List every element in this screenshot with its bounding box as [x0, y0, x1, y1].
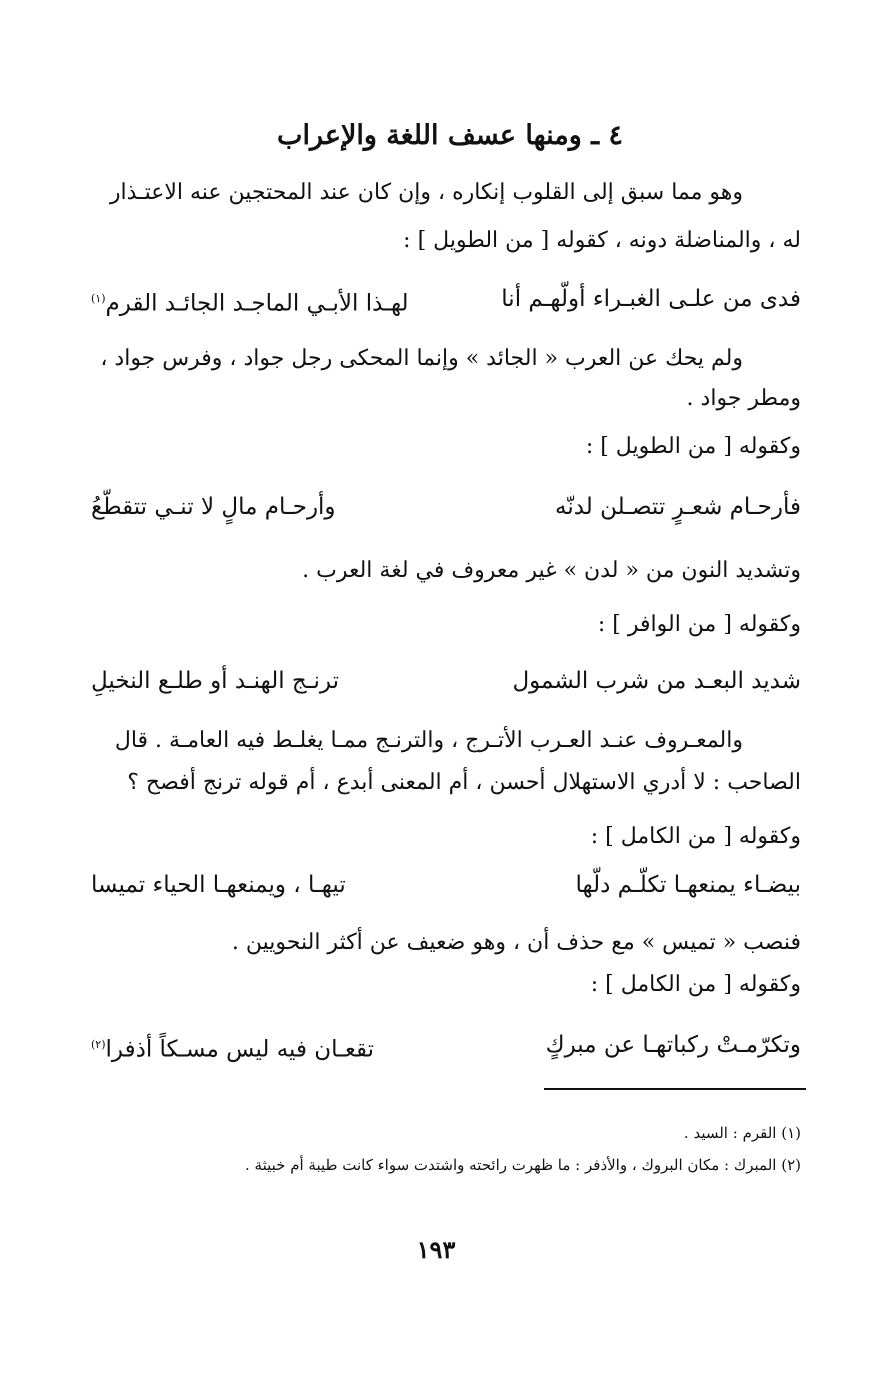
verse-second-hemistich: تقعـان فيه ليس مسـكاً أذفرا [105, 1036, 375, 1063]
paragraph-line: له ، والمناضلة دونه ، كقوله [ من الطويل ] : [403, 228, 801, 253]
paragraph-line: وكقوله [ من الوافر ] : [597, 612, 801, 637]
verse-first-hemistich: بيضـاء يمنعهـا تكلّـم دلّها [575, 872, 801, 898]
paragraph-line: الصاحب : لا أدري الاستهلال أحسن ، أم المعنى أبدع ، أم قوله ترنج أفصح ؟ [127, 770, 801, 795]
verse-second-hemistich: وأرحـام مالٍ لا تنـي تتقطّعُ [91, 494, 336, 520]
verse-first-hemistich: فدى من علـى الغبـراء أولّهـم أنا [501, 286, 801, 312]
footnote-divider [544, 1088, 806, 1090]
footnote-ref: (٢) [91, 1038, 106, 1051]
paragraph-line: والمعـروف عنـد العـرب الأتـرج ، والترنـج ممـا يغلـط فيه العامـة . قال [114, 728, 743, 753]
paragraph-line: ومطر جواد . [686, 386, 801, 411]
paragraph-line: وكقوله [ من الطويل ] : [585, 434, 801, 459]
footnote-ref: (١) [91, 292, 106, 305]
verse-first-hemistich: وتكرّمـتْ ركباتهـا عن مبركٍ [545, 1032, 801, 1058]
paragraph-line: فنصب « تميس » مع حذف أن ، وهو ضعيف عن أكثر النحويين . [231, 930, 801, 955]
paragraph-line: وتشديد النون من « لدن » غير معروف في لغة العرب . [302, 558, 801, 583]
paragraph-line: ولم يحك عن العرب « الجائد » وإنما المحكى رجل جواد ، وفرس جواد ، [100, 346, 743, 371]
verse-line [91, 868, 801, 902]
verse-second-hemistich-wrap [91, 282, 409, 321]
footnote: (١) القرم : السيد . [683, 1124, 801, 1142]
verse-line [91, 282, 801, 316]
verse-first-hemistich: فأرحـام شعـرٍ تتصـلن لدنّه [554, 494, 801, 520]
paragraph-line: وكقوله [ من الكامل ] : [590, 972, 801, 997]
verse-second-hemistich: ترنـج الهنـد أو طلـع النخيلِ [91, 668, 340, 694]
section-heading: ٤ ـ ومنها عسف اللغة والإعراب [277, 120, 623, 151]
verse-line [91, 490, 801, 524]
verse-line [91, 664, 801, 698]
footnote: (٢) المبرك : مكان البروك ، والأذفر : ما ظهرت رائحته واشتدت سواء كانت طيبة أم خبيثة . [245, 1156, 801, 1174]
verse-second-hemistich: تيهـا ، ويمنعهـا الحياء تميسا [91, 872, 346, 898]
verse-second-hemistich-wrap [91, 1028, 374, 1067]
verse-line [91, 1028, 801, 1062]
page-number: ١٩٣ [416, 1235, 456, 1264]
verse-first-hemistich: شديد البعـد من شرب الشمول [512, 668, 801, 694]
paragraph-line: وهو مما سبق إلى القلوب إنكاره ، وإن كان عند المحتجين عنه الاعتـذار [109, 180, 743, 205]
verse-second-hemistich: لهـذا الأبـي الماجـد الجائـد القرم [105, 290, 409, 317]
paragraph-line: وكقوله [ من الكامل ] : [590, 824, 801, 849]
